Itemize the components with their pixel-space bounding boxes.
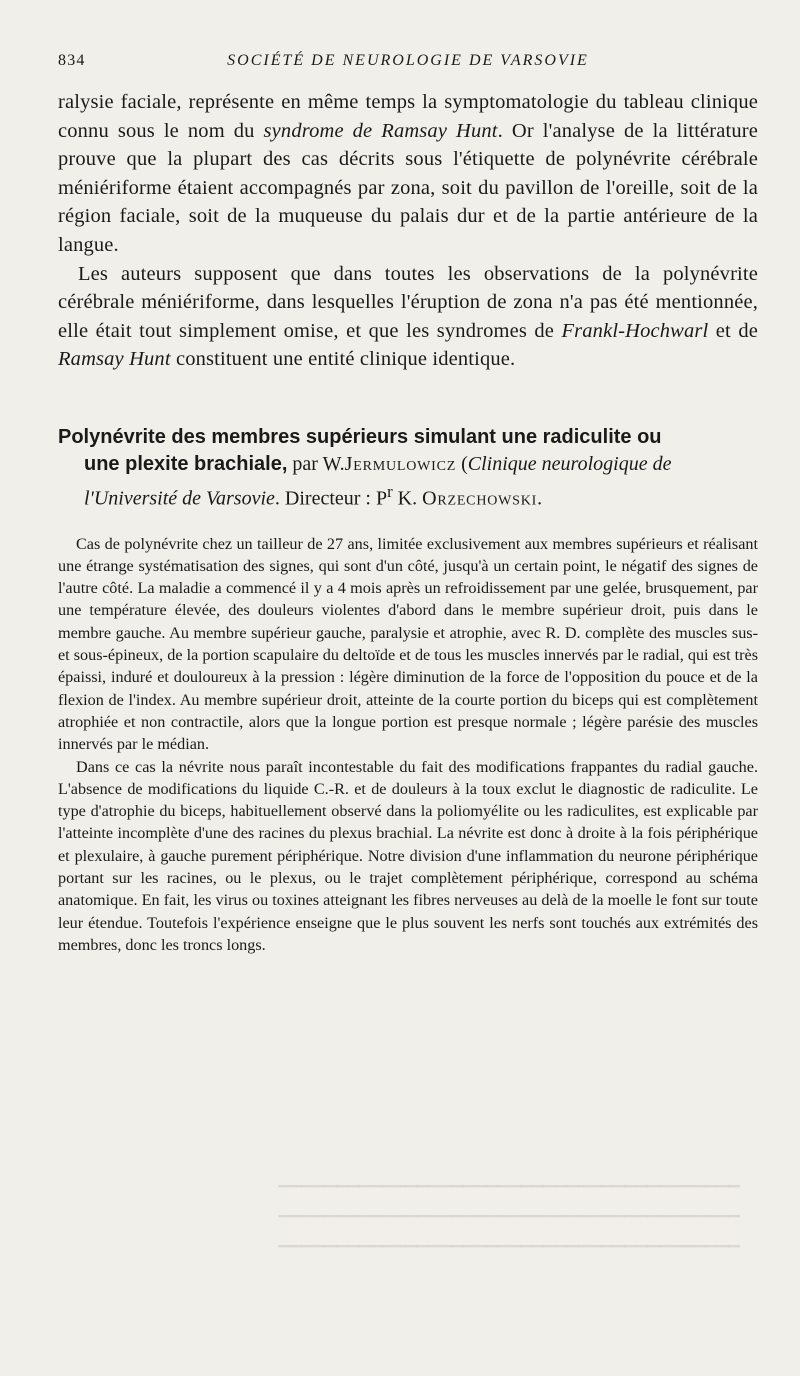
intro-p2-text-end: constituent une entité clinique identique. [170, 348, 516, 371]
intro-paragraph-2 [58, 260, 758, 374]
syndrome-name: syndrome de Ramsay Hunt [263, 119, 498, 142]
abstract [58, 533, 758, 957]
title-line-1: Polynévrite des membres supérieurs simulant une radiculite ou [58, 425, 662, 448]
page [58, 52, 758, 956]
author-name: Frankl-Hochwarl [561, 319, 709, 342]
intro-text [58, 88, 758, 374]
author: Jermulowicz [344, 452, 457, 475]
paren: ( [456, 452, 468, 475]
director-initial: K. [392, 487, 423, 510]
bleed-through-text: ▔▔▔▔▔▔▔▔▔▔▔▔▔▔▔▔▔▔▔▔▔▔▔▔▔▔▔▔▔▔▔▔▔▔▔▔▔▔▔▔ ▔▔▔▔▔▔▔▔▔▔▔▔▔▔▔▔▔▔▔▔▔▔▔▔▔▔▔▔▔▔▔▔▔▔▔▔▔▔▔▔ ▔▔▔▔▔▔▔▔▔▔▔▔▔▔▔▔▔▔▔▔▔▔▔▔▔▔▔▔▔▔▔▔▔▔▔▔▔▔▔▔ [278, 1187, 740, 1263]
page-number: 834 [58, 52, 86, 69]
intro-paragraph-1 [58, 88, 758, 260]
intro-p1-text: ralysie faciale, représente en même temps la symptomatologie du tableau clinique connu sous le nom du [58, 91, 758, 142]
period: . [537, 487, 543, 510]
byline: par W. [287, 452, 345, 475]
intro-p1-text-cont: . Or l'analyse de la littérature prouve que la plupart des cas décrits sous l'étiquette de polynévrite cérébrale méniériforme étaient accompagnés par zona, soit du pavillon de l'oreille, soit de la région faciale, soit de la muqueuse du palais dur et de la partie antérieure de la langue. [58, 119, 758, 256]
running-head [58, 52, 758, 88]
abstract-paragraph-2: Dans ce cas la névrite nous paraît incontestable du fait des modifications frappantes du radial gauche. L'absence de modifications du liquide C.-R. et de douleurs à la toux exclut le diagnostic de radiculite. Le type d'atrophie du biceps, habituellement observé dans la poliomyélite ou les radiculites, est explicable par l'atteinte incomplète d'une des racines du plexus brachial. La névrite est donc à droite à la fois périphérique et plexulaire, à gauche purement périphérique. Notre division d'une inflammation du neurone périphérique portant sur les racines, ou le plexus, ou le trajet complètement périphérique, correspond au schéma anatomique. En fait, les virus ou toxines atteignant les fibres nerveuses au delà de la moelle le font sur toute leur étendue. Toutefois l'expérience enseigne que le plus souvent les nerfs sont touchés aux extrémités des membres, donc les troncs longs. [58, 757, 758, 954]
author-name: Ramsay Hunt [58, 348, 171, 371]
article-title [58, 424, 758, 513]
title-line-2 [58, 451, 758, 513]
intro-p2-text: Les auteurs supposent que dans toutes les observations de la polynévrite cérébrale méniériforme, dans lesquelles l'éruption de zona n'a pas été mentionnée, elle était tout simplement omise, et que les syndromes de [58, 262, 758, 342]
intro-p2-text-cont: et de [708, 319, 758, 342]
journal-title: SOCIÉTÉ DE NEUROLOGIE DE VARSOVIE [227, 52, 589, 69]
title-line-2-bold: une plexite brachiale, [84, 452, 288, 475]
clinic: Clinique neurologique de l'Université de Varsovie [84, 452, 672, 510]
director-label: . Directeur : P [274, 487, 388, 510]
abstract-paragraph-1: Cas de polynévrite chez un tailleur de 27 ans, limitée exclusivement aux membres supérieurs et réalisant une étrange systématisation des signes, qui sont d'un côté, jusqu'à un certain point, le négatif des signes de l'autre côté. La maladie a commencé il y a 4 mois après un refroidissement par une gelée, brusquement, par une température élevée, des douleurs violentes d'abord dans le membre supérieur droit, puis dans le membre gauche. Au membre supérieur gauche, paralysie et atrophie, avec R. D. complète des muscles sus- et sous-épineux, de la portion scapulaire du deltoïde et de tous les muscles innervés par le radial, qui est très épaissi, induré et douloureux à la pression : légère diminution de la force de l'opposition du pouce et de la flexion de l'index. Au membre supérieur droit, atteinte de la courte portion du biceps qui est complètement atrophiée et non contractile, alors que la longue portion est presque normale ; légère parésie des muscles innervés par le médian. [58, 534, 758, 754]
director: Orzechowski [422, 487, 538, 510]
prof-sup: r [387, 481, 393, 501]
